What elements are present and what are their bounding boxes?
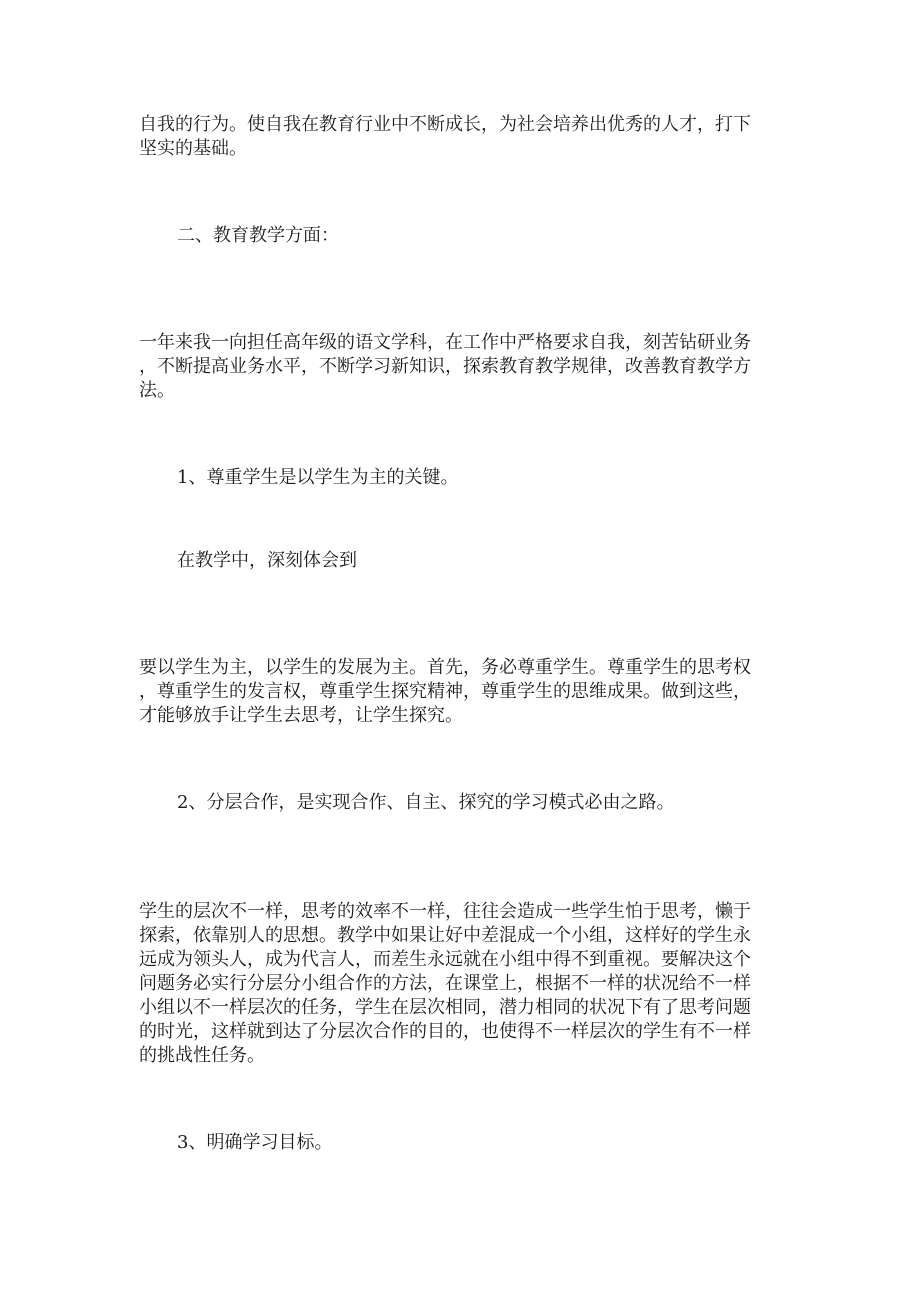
paragraph-line: 问题务必实行分层分小组合作的方法，在课堂上，根据不一样的状况给不一样 <box>139 973 751 994</box>
paragraph-line: ，尊重学生的发言权，尊重学生探究精神，尊重学生的思维成果。做到这些， <box>139 681 751 702</box>
paragraph-line: 小组以不一样层次的任务，学生在层次相同，潜力相同的状况下有了思考问题 <box>139 997 751 1018</box>
paragraph-line: 的挑战性任务。 <box>139 1045 265 1066</box>
paragraph-line: 在教学中，深刻体会到 <box>177 550 357 571</box>
subsection-heading: 1、尊重学生是以学生为主的关键。 <box>177 467 459 488</box>
paragraph-line: 远成为领头人，成为代言人，而差生永远就在小组中得不到重视。要解决这个 <box>139 949 751 970</box>
paragraph-line: 才能够放手让学生去思考，让学生探究。 <box>139 705 463 726</box>
paragraph-line: 探索，依靠别人的思想。教学中如果让好中差混成一个小组，这样好的学生永 <box>139 925 751 946</box>
subsection-heading: 3、明确学习目标。 <box>177 1132 333 1153</box>
paragraph-line: 要以学生为主，以学生的发展为主。首先，务必尊重学生。尊重学生的思考权 <box>139 657 751 678</box>
paragraph-line: 的时光，这样就到达了分层次合作的目的，也使得不一样层次的学生有不一样 <box>139 1021 751 1042</box>
paragraph-line: 法。 <box>139 380 175 401</box>
paragraph-line: 学生的层次不一样，思考的效率不一样，往往会造成一些学生怕于思考，懒于 <box>139 901 751 922</box>
paragraph-line: ，不断提高业务水平，不断学习新知识，探索教育教学规律，改善教育教学方 <box>139 356 751 377</box>
subsection-heading: 2、分层合作，是实现合作、自主、探究的学习模式必由之路。 <box>177 792 675 813</box>
section-heading: 二、教育教学方面： <box>177 225 339 246</box>
paragraph-line: 一年来我一向担任高年级的语文学科，在工作中严格要求自我，刻苦钻研业务 <box>139 332 751 353</box>
paragraph-line: 自我的行为。使自我在教育行业中不断成长，为社会培养出优秀的人才，打下 <box>139 114 751 135</box>
paragraph-line: 坚实的基础。 <box>139 138 247 159</box>
